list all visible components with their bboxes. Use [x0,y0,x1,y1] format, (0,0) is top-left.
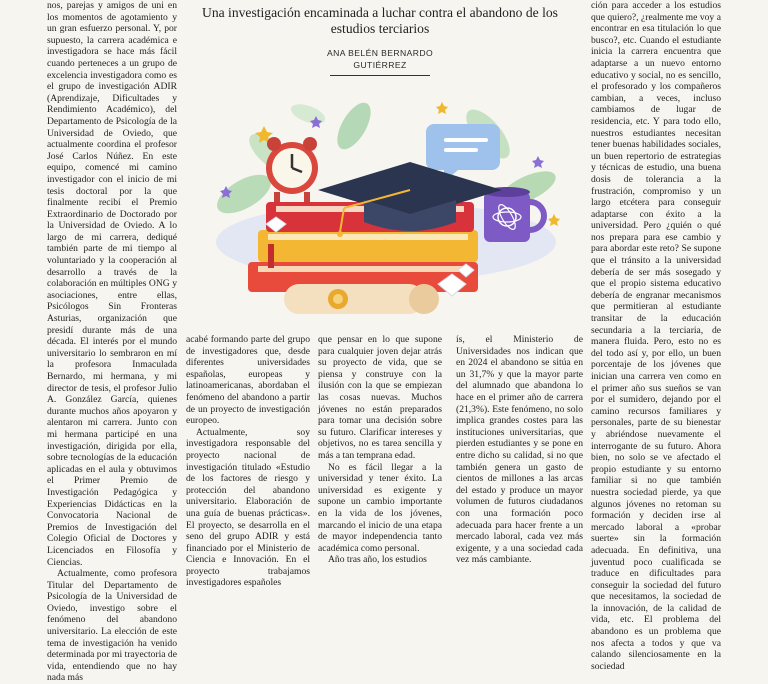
article-column-1 [47,0,177,684]
paragraph: Actualmente, soy investigadora responsable del proyecto nacional de investigación titulado «Estudio de los factores de riesgo y protección del abandono universitario. Elaboración de una guía de buenas prácticas». El proyecto, se desarrolla en el seno del grupo ADIR y está financiado por el Ministerio de Ciencia e Innovación. En el proyecto trabajamos investigadores españoles [186,426,310,589]
paragraph: ción para acceder a los estudios que quiero?, ¿realmente me voy a encontrar en esa titulación lo que busco?, etc. Cuando el estudiante inicia la carrera encuentra que adaptarse a un nuevo entorno educativo y social, no es sencillo, el profesorado y los compañeros cambian, a veces, incluso cambiamos de lugar de residencia, etc. Y para todo ello, nuestros estudiantes necesitan tener buenas habilidades sociales, un buen repertorio de estrategias y técnicas de estudio, una buena dosis de tolerancia a la frustración, compromiso y un largo etcétera para conseguir adaptarse con éxito a la universidad. Pero ¿quién o qué nos prepara para ese cambio y para abordar este reto? Se supone que el tránsito a la universidad debería de ser más sosegado y que el propio sistema educativo debería de engranar mecanismos que permitieran al estudiante transitar de la educación secundaria a la terciaria, de manera fluida. Pero, esto no es del todo así y, por ello, un buen porcentaje de los jóvenes que inician una carrera ven como en el primer año sus sueños se van por el sumidero, dejando por el camino recursos familiares y personales, parte de su bienestar y abriéndose nuevamente el interrogante de su futuro. Ahora bien, no solo se ve afectado el propio estudiante y su entorno familiar si no que también nuestra sociedad pierde, ya que algunos jóvenes no retoman su formación y deciden irse al mercado laboral a «probar suerte» sin la formación adecuada. En definitiva, una juventud poco cualificada se traduce en dificultades para conseguir la sociedad del futuro que necesitamos, la sociedad de la innovación, de la calidad de vida, etc. El problema del abandono es un problema que nos afecta a todos y que va calando silenciosamente en la sociedad [591,0,721,672]
article-author [290,47,470,71]
author-name-line-1: ANA BELÉN BERNARDO [326,48,434,58]
paragraph: nos, parejas y amigos de uni en los momentos de agotamiento y un gran esfuerzo personal. Y, por supuesto, la carrera académica e investigadora se hace más fácil cuando perteneces a un grupo de excelencia investigadora como es el grupo de investigación ADIR (Aprendizaje, Dificultades y Rendimiento Académico), del Departamento de Psicología de la Universidad de Oviedo, que actualmente coordina el profesor José Carlos Núñez. En este equipo, comencé mi camino investigador con el inicio de mi tesis doctoral por la que finalmente recibí el Premio Extraordinario de Doctorado por la Universidad de Oviedo. A lo largo de mi carrera, dediqué también parte de mi tiempo al voluntariado y la cooperación al desarrollo a través de la colaboración en múltiples ONG y asociaciones, entre ellas, Psicólogos Sin Fronteras Asturias, organización que presidí durante más de una década. El interés por el mundo universitario lo sembraron en mí la profesora Inmaculada Bernardo, mi hermana, y mi director de tesis, el profesor Julio A. González García, quienes durante muchos años apoyaron y alentaron mi carrera. Junto con mi hermana participé en una investigación, dirigida por ella, sobre tecnologías de la educación aplicadas en el aula y obtuvimos el Primer Premio de Investigación Pedagógica y Experiencias Didácticas en la Convocatoria Nacional de Premios de Investigación del Colegio Oficial de Doctores y Licenciados en Filosofía y Ciencias. [47,0,177,568]
paragraph: Actualmente, como profesora Titular del Departamento de Psicología de la Universidad de Oviedo, investigo sobre el fenómeno del abandono universitario. La elección de este tema de investigación ha venido determinada por mi trayectoria de vida, entendiendo que no hay nada más [47,568,177,684]
paragraph: Año tras año, los estudios [328,554,427,566]
education-illustration [188,84,584,328]
author-divider [330,75,430,76]
diploma-scroll-icon [284,284,439,314]
paragraph: acabé formando parte del grupo de investigadores que, desde diferentes universidades españolas, europeas y latinoamericanas, abordaban el fenómeno del abandono a partir de un proyecto de investigación europeo. [186,334,310,427]
article-column-5 [591,0,721,672]
article-subtitle: Una investigación encaminada a luchar contra el abandono de los estudios terciarios [202,5,558,36]
author-name-line-2: GUTIÉRREZ [353,60,407,70]
article-column-3 [318,334,442,566]
article-column-2 [186,334,310,589]
alarm-clock-icon [266,137,318,208]
paragraph: No es fácil llegar a la universidad y tener éxito. La universidad es exigente y supone un cambio importante en la vida de los jóvenes, marcando el inicio de una etapa de mayor independencia tanto académica como personal. [318,461,442,554]
article-column-4 [456,334,583,566]
paragraph: ís, el Ministerio de Universidades nos indican que en 2024 el abandono se sitúa en un 31,7% y que la mayor parte del alumnado que abandona lo hace en el primer año de carrera (21,3%). Este fenómeno, no solo implica grandes costes para las instituciones universitarias, que pierden estudiantes y se pone en entre dicho su calidad, si no que también genera un gasto de cientos de millones a las arcas del estado y produce un mayor volumen de futuros ciudadanos con una formación poco adecuada para hacer frente a un mercado laboral, cada vez más exigente, y a una sociedad cada vez más cambiante. [456,334,583,566]
paragraph: que pensar en lo que supone para cualquier joven dejar atrás su proyecto de vida, que se piensa y construye con la ilusión con la que se empiezan las cosas nuevas. Muchos jóvenes no están preparados para tomar una decisión sobre su futuro. Clarificar intereses y objetivos, no es tarea sencilla y más a tan temprana edad. [318,334,442,461]
